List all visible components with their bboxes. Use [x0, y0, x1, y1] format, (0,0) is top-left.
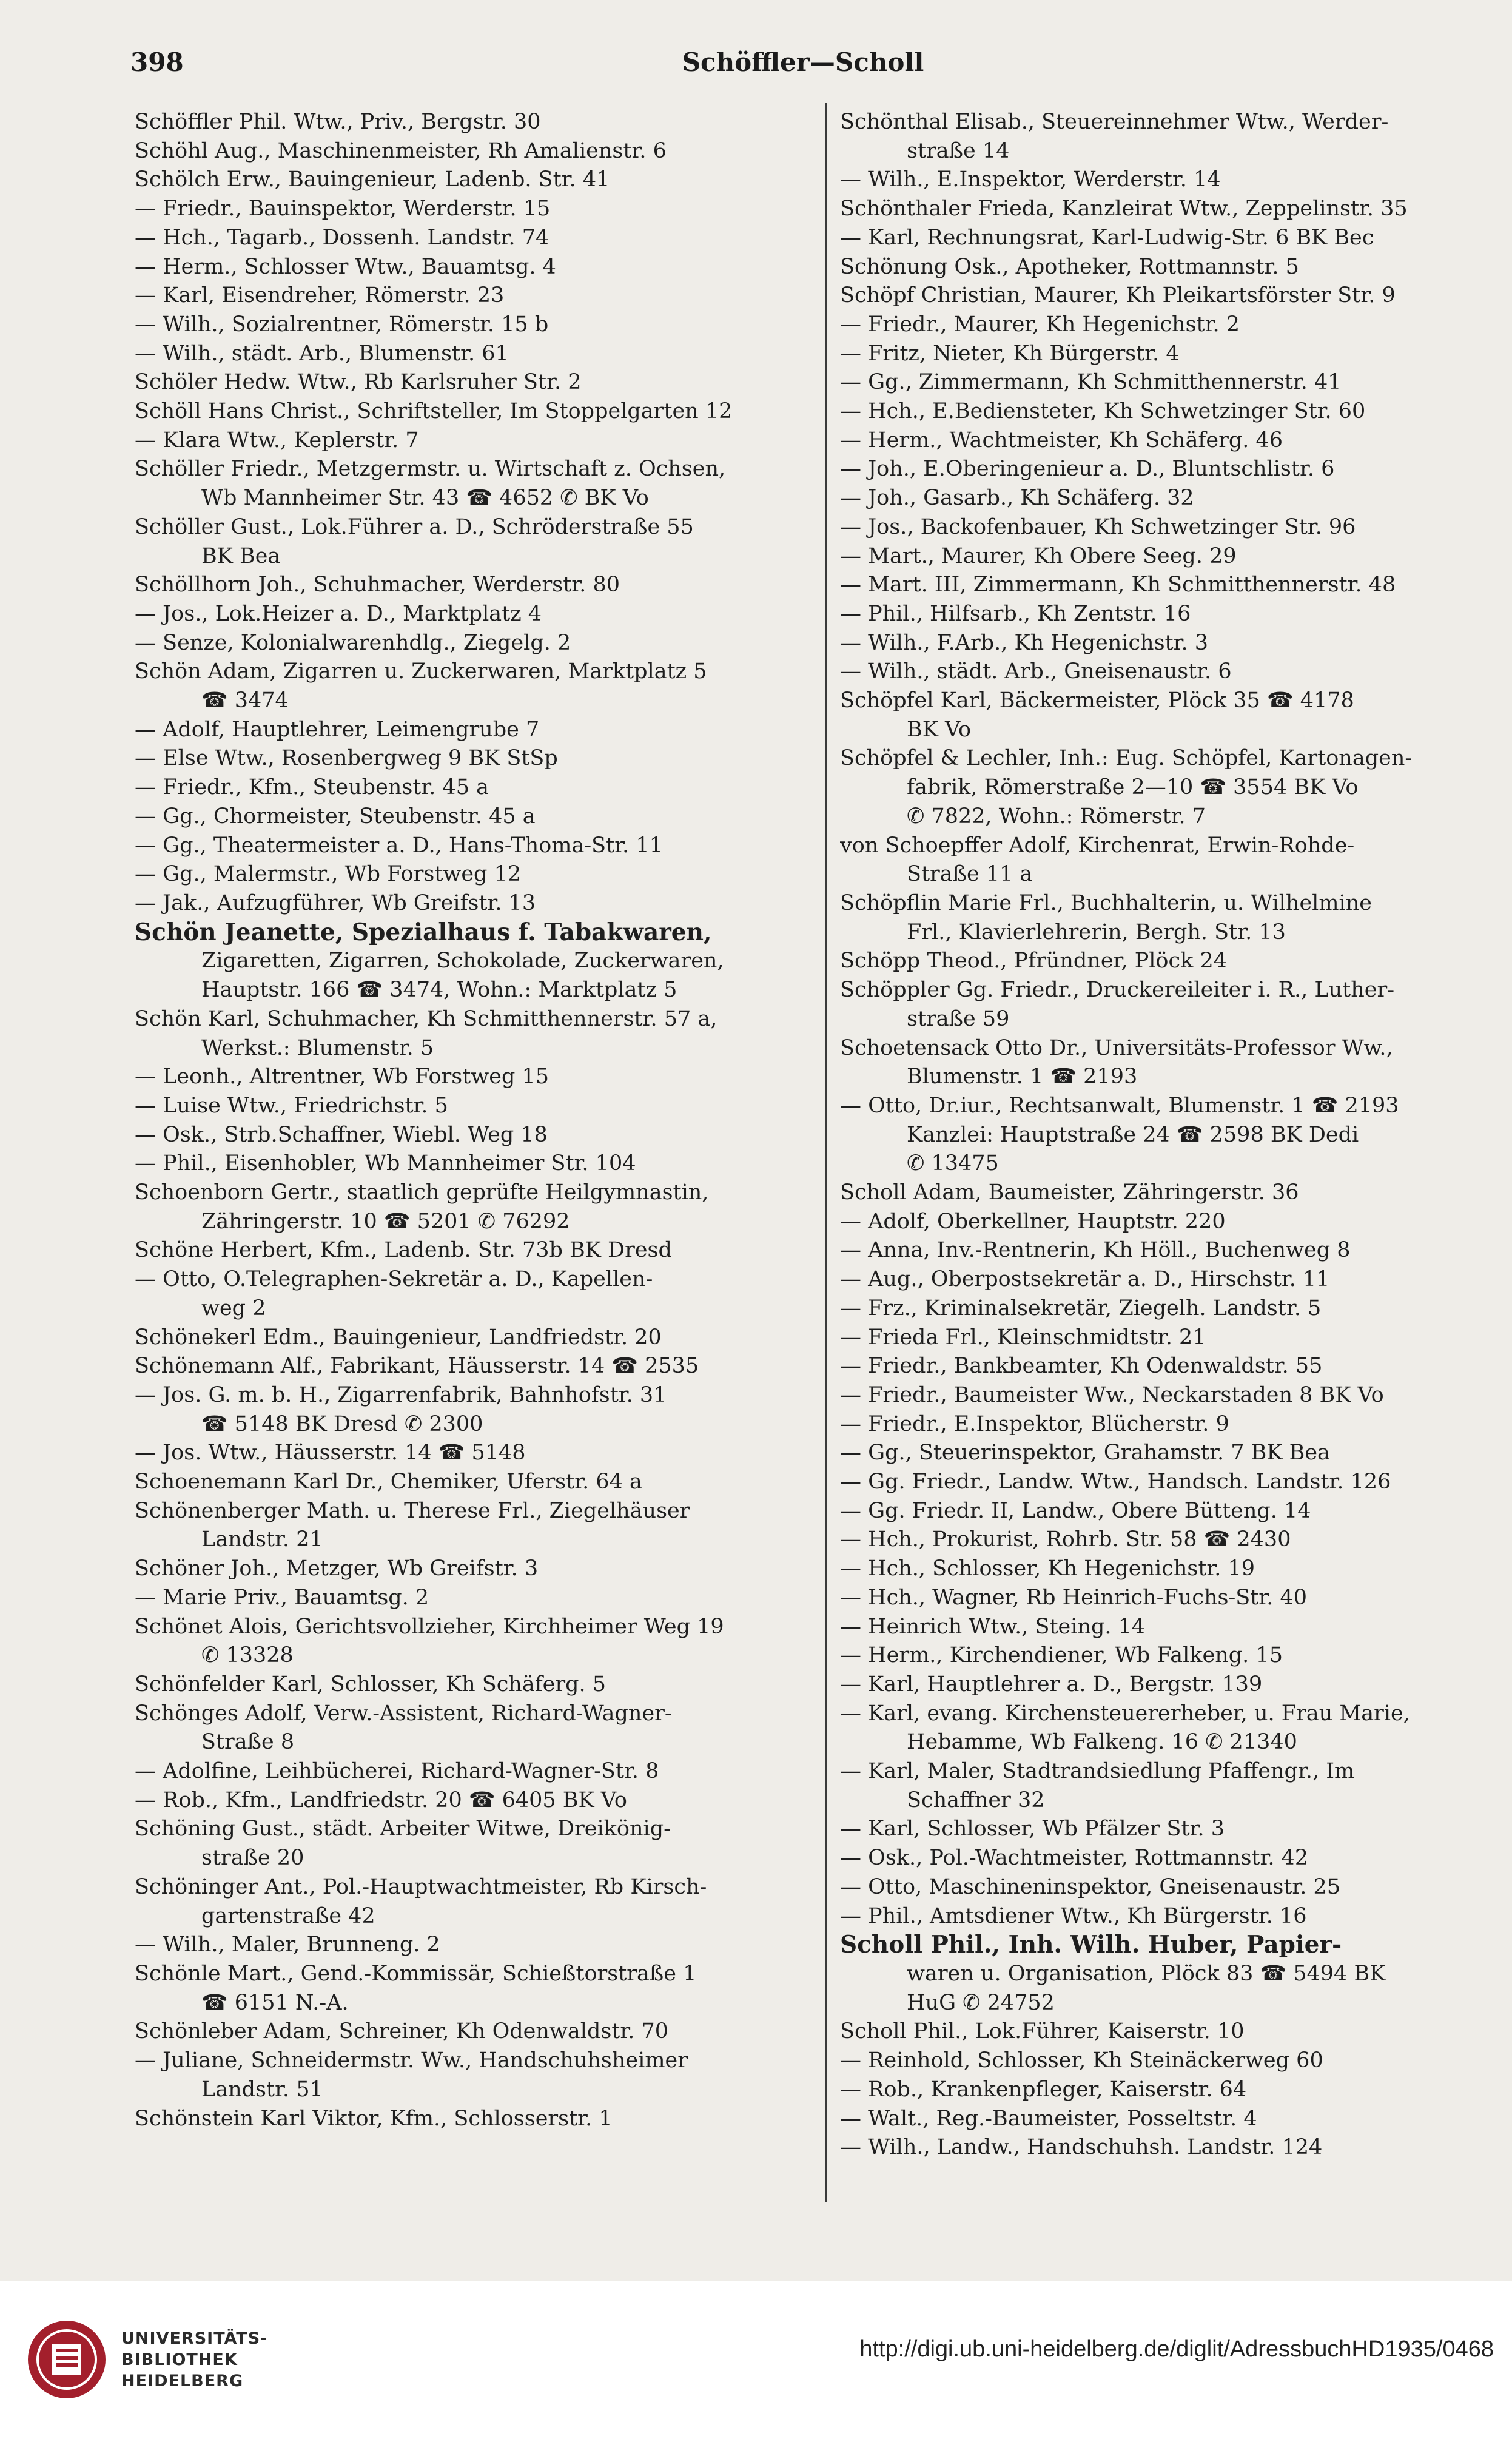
directory-entry: — Jos., Backofenbauer, Kh Schwetzinger Str. 96: [840, 514, 1356, 539]
entry-continuation-line: weg 2: [201, 1296, 266, 1320]
entry-continuation-line: Zähringerstr. 10 ☎ 5201 ✆ 76292: [201, 1209, 570, 1234]
directory-entry: — Wilh., städt. Arb., Blumenstr. 61: [135, 341, 509, 366]
directory-entry: Schöpf Christian, Maurer, Kh Pleikartsförster Str. 9: [840, 283, 1396, 308]
directory-entry: Schönfelder Karl, Schlosser, Kh Schäferg. 5: [135, 1672, 606, 1697]
directory-entry: — Frieda Frl., Kleinschmidtstr. 21: [840, 1325, 1206, 1350]
directory-entry: — Wilh., F.Arb., Kh Hegenichstr. 3: [840, 630, 1209, 655]
directory-entry: — Walt., Reg.-Baumeister, Posseltstr. 4: [840, 2106, 1257, 2131]
entry-continuation-line: ✆ 7822, Wohn.: Römerstr. 7: [907, 804, 1206, 829]
directory-entry: — Otto, Maschineninspektor, Gneisenaustr. 25: [840, 1874, 1341, 1899]
directory-entry: — Else Wtw., Rosenbergweg 9 BK StSp: [135, 746, 558, 771]
entry-continuation-line: Straße 11 a: [907, 862, 1033, 887]
directory-entry: Schöll Hans Christ., Schriftsteller, Im Stoppelgarten 12: [135, 399, 733, 424]
directory-entry: Schöpp Theod., Pfründner, Plöck 24: [840, 949, 1227, 974]
entry-continuation-line: Landstr. 51: [201, 2077, 323, 2102]
directory-entry: — Herm., Schlosser Wtw., Bauamtsg. 4: [135, 254, 556, 279]
entry-continuation-line: Straße 8: [201, 1730, 295, 1755]
directory-entry: Schöler Hedw. Wtw., Rb Karlsruher Str. 2: [135, 370, 582, 395]
directory-entry: Schön Adam, Zigarren u. Zuckerwaren, Marktplatz 5: [135, 659, 707, 684]
directory-entry: Schön Karl, Schuhmacher, Kh Schmitthennerstr. 57 a,: [135, 1006, 717, 1031]
directory-entry: — Heinrich Wtw., Steing. 14: [840, 1614, 1146, 1639]
directory-entry: — Leonh., Altrentner, Wb Forstweg 15: [135, 1065, 549, 1089]
entry-continuation-line: ☎ 3474: [201, 688, 289, 713]
entry-continuation-line: Wb Mannheimer Str. 43 ☎ 4652 ✆ BK Vo: [201, 486, 649, 511]
entry-continuation-line: BK Vo: [907, 717, 972, 742]
directory-entry: — Reinhold, Schlosser, Kh Steinäckerweg 60: [840, 2048, 1323, 2073]
directory-entry: Schönekerl Edm., Bauingenieur, Landfriedstr. 20: [135, 1325, 662, 1350]
directory-entry: — Jak., Aufzugführer, Wb Greifstr. 13: [135, 890, 536, 915]
entry-continuation-line: ☎ 5148 BK Dresd ✆ 2300: [201, 1411, 483, 1436]
directory-entry: — Jos., Lok.Heizer a. D., Marktplatz 4: [135, 601, 542, 626]
entry-continuation-line: Hauptstr. 166 ☎ 3474, Wohn.: Marktplatz 5: [201, 978, 677, 1003]
directory-entry: Schöning Gust., städt. Arbeiter Witwe, Dreikönig-: [135, 1817, 671, 1842]
entry-continuation-line: Blumenstr. 1 ☎ 2193: [907, 1065, 1138, 1089]
directory-entry: — Phil., Hilfsarb., Kh Zentstr. 16: [840, 601, 1191, 626]
directory-entry: — Frz., Kriminalsekretär, Ziegelh. Landstr. 5: [840, 1296, 1322, 1320]
directory-entry: — Juliane, Schneidermstr. Ww., Handschuhsheimer: [135, 2048, 688, 2073]
directory-entry: — Gg., Zimmermann, Kh Schmitthennerstr. 41: [840, 370, 1342, 395]
directory-entry: — Otto, O.Telegraphen-Sekretär a. D., Kapellen-: [135, 1267, 653, 1292]
directory-entry: Schöllhorn Joh., Schuhmacher, Werderstr. 80: [135, 573, 620, 597]
directory-entry: Schönges Adolf, Verw.-Assistent, Richard-Wagner-: [135, 1701, 672, 1726]
entry-continuation-line: Schaffner 32: [907, 1788, 1045, 1812]
directory-entry: — Karl, Maler, Stadtrandsiedlung Pfaffengr., Im: [840, 1759, 1355, 1784]
directory-entry: — Luise Wtw., Friedrichstr. 5: [135, 1093, 448, 1118]
directory-entry: — Anna, Inv.-Rentnerin, Kh Höll., Buchenweg 8: [840, 1238, 1351, 1263]
running-title: Schöffler—Scholl: [682, 47, 924, 77]
right-column: [840, 108, 1501, 2162]
directory-entry: — Adolf, Hauptlehrer, Leimengrube 7: [135, 717, 540, 742]
page-header: [130, 42, 1476, 91]
directory-entry: — Hch., Wagner, Rb Heinrich-Fuchs-Str. 40: [840, 1585, 1307, 1610]
directory-entry: — Mart. III, Zimmermann, Kh Schmitthennerstr. 48: [840, 573, 1396, 597]
directory-entry: — Karl, Rechnungsrat, Karl-Ludwig-Str. 6 BK Bec: [840, 225, 1374, 250]
directory-entry: — Jos. G. m. b. H., Zigarrenfabrik, Bahnhofstr. 31: [135, 1382, 667, 1407]
directory-entry: Schönung Osk., Apotheker, Rottmannstr. 5: [840, 254, 1299, 279]
directory-entry: Schöne Herbert, Kfm., Ladenb. Str. 73b BK Dresd: [135, 1238, 672, 1263]
entry-continuation-line: straße 59: [907, 1006, 1010, 1031]
directory-entry: Schöhl Aug., Maschinenmeister, Rh Amalienstr. 6: [135, 138, 667, 163]
directory-entry: — Wilh., Sozialrentner, Römerstr. 15 b: [135, 312, 549, 337]
directory-entry: — Klara Wtw., Keplerstr. 7: [135, 428, 419, 452]
directory-entry: — Jos. Wtw., Häusserstr. 14 ☎ 5148: [135, 1441, 526, 1465]
directory-entry: Scholl Phil., Lok.Führer, Kaiserstr. 10: [840, 2019, 1245, 2044]
directory-entry: — Aug., Oberpostsekretär a. D., Hirschstr. 11: [840, 1267, 1330, 1292]
directory-entry: Schoetensack Otto Dr., Universitäts-Professor Ww.,: [840, 1035, 1393, 1060]
directory-entry: — Phil., Amtsdiener Wtw., Kh Bürgerstr. 16: [840, 1903, 1307, 1928]
directory-entry: — Phil., Eisenhobler, Wb Mannheimer Str. 104: [135, 1151, 636, 1176]
directory-entry: — Friedr., Kfm., Steubenstr. 45 a: [135, 775, 489, 800]
directory-entry: Schöninger Ant., Pol.-Hauptwachtmeister, Rb Kirsch-: [135, 1874, 707, 1899]
source-url[interactable]: http://digi.ub.uni-heidelberg.de/diglit/AdressbuchHD1935/0468: [859, 2336, 1494, 2362]
directory-entry: — Hch., Tagarb., Dossenh. Landstr. 74: [135, 225, 549, 250]
directory-entry: Schöpfel & Lechler, Inh.: Eug. Schöpfel, Kartonagen-: [840, 746, 1413, 771]
directory-entry: — Hch., E.Bediensteter, Kh Schwetzinger Str. 60: [840, 399, 1366, 424]
library-name-line: HEIDELBERG: [121, 2372, 244, 2390]
directory-entry: Schönleber Adam, Schreiner, Kh Odenwaldstr. 70: [135, 2019, 669, 2044]
directory-entry: — Osk., Pol.-Wachtmeister, Rottmannstr. 42: [840, 1846, 1309, 1871]
directory-entry: — Osk., Strb.Schaffner, Wiebl. Weg 18: [135, 1122, 548, 1147]
directory-entry: — Gg., Theatermeister a. D., Hans-Thoma-Str. 11: [135, 833, 663, 858]
directory-entry: — Friedr., Bankbeamter, Kh Odenwaldstr. 55: [840, 1354, 1323, 1379]
directory-entry: Schön Jeanette, Spezialhaus f. Tabakwaren,: [135, 918, 712, 946]
directory-entry: — Herm., Kirchendiener, Wb Falkeng. 15: [840, 1643, 1283, 1668]
directory-entry: — Herm., Wachtmeister, Kh Schäferg. 46: [840, 428, 1283, 452]
directory-entry: — Senze, Kolonialwarenhdlg., Ziegelg. 2: [135, 630, 571, 655]
directory-entry: — Gg., Malermstr., Wb Forstweg 12: [135, 862, 522, 887]
entry-continuation-line: BK Bea: [201, 543, 281, 568]
directory-entry: Schöpfel Karl, Bäckermeister, Plöck 35 ☎ 4178: [840, 688, 1354, 713]
entry-continuation-line: Frl., Klavierlehrerin, Bergh. Str. 13: [907, 920, 1286, 944]
directory-entry: — Rob., Krankenpfleger, Kaiserstr. 64: [840, 2077, 1247, 2102]
directory-entry: Schoenemann Karl Dr., Chemiker, Uferstr. 64 a: [135, 1470, 642, 1495]
library-name-line: BIBLIOTHEK: [121, 2350, 238, 2369]
library-name: [121, 2328, 267, 2392]
entry-continuation-line: HuG ✆ 24752: [907, 1990, 1055, 2015]
directory-entry: Schönet Alois, Gerichtsvollzieher, Kirchheimer Weg 19: [135, 1614, 724, 1639]
directory-entry: Schöffler Phil. Wtw., Priv., Bergstr. 30: [135, 110, 541, 134]
column-divider: [825, 103, 827, 2202]
entry-continuation-line: Zigaretten, Zigarren, Schokolade, Zuckerwaren,: [201, 949, 724, 974]
directory-entry: — Friedr., Baumeister Ww., Neckarstaden 8 BK Vo: [840, 1382, 1384, 1407]
entry-continuation-line: ✆ 13328: [201, 1643, 294, 1668]
page-number: 398: [130, 47, 184, 77]
directory-entry: von Schoepffer Adolf, Kirchenrat, Erwin-Rohde-: [840, 833, 1355, 858]
directory-entry: Schönle Mart., Gend.-Kommissär, Schießtorstraße 1: [135, 1962, 697, 1986]
directory-entry: — Fritz, Nieter, Kh Bürgerstr. 4: [840, 341, 1180, 366]
directory-entry: Schöller Friedr., Metzgermstr. u. Wirtschaft z. Ochsen,: [135, 457, 726, 482]
directory-entry: Schölch Erw., Bauingenieur, Ladenb. Str. 41: [135, 167, 610, 192]
directory-entry: Schöller Gust., Lok.Führer a. D., Schröderstraße 55: [135, 514, 694, 539]
directory-entry: — Wilh., E.Inspektor, Werderstr. 14: [840, 167, 1221, 192]
left-column: [135, 108, 820, 2133]
directory-entry: — Karl, evang. Kirchensteuererheber, u. Frau Marie,: [840, 1701, 1410, 1726]
directory-entry: Schönenberger Math. u. Therese Frl., Ziegelhäuser: [135, 1498, 690, 1523]
directory-entry: — Marie Priv., Bauamtsg. 2: [135, 1585, 429, 1610]
directory-entry: — Gg. Friedr., Landw. Wtw., Handsch. Landstr. 126: [840, 1470, 1391, 1495]
directory-entry: Schönthal Elisab., Steuereinnehmer Wtw., Werder-: [840, 110, 1389, 134]
footer: [0, 2281, 1512, 2442]
university-seal-icon: [24, 2317, 109, 2402]
entry-continuation-line: Werkst.: Blumenstr. 5: [201, 1035, 434, 1060]
entry-continuation-line: straße 14: [907, 138, 1010, 163]
directory-entry: — Hch., Schlosser, Kh Hegenichstr. 19: [840, 1556, 1255, 1581]
entry-continuation-line: straße 20: [201, 1846, 304, 1871]
directory-entry: Schönstein Karl Viktor, Kfm., Schlosserstr. 1: [135, 2106, 613, 2131]
directory-entry: — Otto, Dr.iur., Rechtsanwalt, Blumenstr. 1 ☎ 2193: [840, 1093, 1399, 1118]
entry-continuation-line: fabrik, Römerstraße 2—10 ☎ 3554 BK Vo: [907, 775, 1359, 800]
directory-entry: — Wilh., städt. Arb., Gneisenaustr. 6: [840, 659, 1232, 684]
directory-entry: — Friedr., Maurer, Kh Hegenichstr. 2: [840, 312, 1240, 337]
directory-entry: — Karl, Eisendreher, Römerstr. 23: [135, 283, 505, 308]
directory-entry: — Karl, Hauptlehrer a. D., Bergstr. 139: [840, 1672, 1263, 1697]
directory-entry: — Karl, Schlosser, Wb Pfälzer Str. 3: [840, 1817, 1225, 1842]
directory-entry: — Rob., Kfm., Landfriedstr. 20 ☎ 6405 BK Vo: [135, 1788, 627, 1812]
directory-entry: — Friedr., E.Inspektor, Blücherstr. 9: [840, 1411, 1229, 1436]
directory-entry: Schönemann Alf., Fabrikant, Häusserstr. 14 ☎ 2535: [135, 1354, 699, 1379]
directory-entry: — Wilh., Maler, Brunneng. 2: [135, 1932, 440, 1957]
directory-entry: — Gg., Steuerinspektor, Grahamstr. 7 BK Bea: [840, 1441, 1330, 1465]
directory-entry: Schönthaler Frieda, Kanzleirat Wtw., Zeppelinstr. 35: [840, 197, 1408, 221]
directory-entry: — Adolf, Oberkellner, Hauptstr. 220: [840, 1209, 1226, 1234]
directory-entry: Scholl Phil., Inh. Wilh. Huber, Papier-: [840, 1931, 1342, 1959]
directory-entry: Schöppler Gg. Friedr., Druckereileiter i. R., Luther-: [840, 978, 1395, 1003]
directory-entry: — Gg. Friedr. II, Landw., Obere Bütteng. 14: [840, 1498, 1311, 1523]
directory-entry: — Joh., Gasarb., Kh Schäferg. 32: [840, 486, 1194, 511]
directory-entry: — Friedr., Bauinspektor, Werderstr. 15: [135, 197, 551, 221]
entry-continuation-line: Kanzlei: Hauptstraße 24 ☎ 2598 BK Dedi: [907, 1122, 1359, 1147]
directory-entry: — Wilh., Landw., Handschuhsh. Landstr. 124: [840, 2135, 1323, 2160]
directory-entry: — Mart., Maurer, Kh Obere Seeg. 29: [840, 543, 1237, 568]
entry-continuation-line: Hebamme, Wb Falkeng. 16 ✆ 21340: [907, 1730, 1297, 1755]
directory-entry: Schöner Joh., Metzger, Wb Greifstr. 3: [135, 1556, 539, 1581]
directory-entry: Schöpflin Marie Frl., Buchhalterin, u. Wilhelmine: [840, 890, 1372, 915]
directory-entry: Scholl Adam, Baumeister, Zähringerstr. 36: [840, 1180, 1299, 1205]
entry-continuation-line: ☎ 6151 N.-A.: [201, 1990, 349, 2015]
directory-entry: Schoenborn Gertr., staatlich geprüfte Heilgymnastin,: [135, 1180, 709, 1205]
entry-continuation-line: waren u. Organisation, Plöck 83 ☎ 5494 BK: [907, 1962, 1386, 1986]
directory-entry: — Adolfine, Leihbücherei, Richard-Wagner-Str. 8: [135, 1759, 659, 1784]
directory-entry: — Gg., Chormeister, Steubenstr. 45 a: [135, 804, 536, 829]
directory-entry: — Hch., Prokurist, Rohrb. Str. 58 ☎ 2430: [840, 1527, 1291, 1552]
directory-entry: — Joh., E.Oberingenieur a. D., Bluntschlistr. 6: [840, 457, 1335, 482]
entry-continuation-line: gartenstraße 42: [201, 1903, 375, 1928]
entry-continuation-line: Landstr. 21: [201, 1527, 323, 1552]
library-name-line: UNIVERSITÄTS-: [121, 2329, 268, 2348]
entry-continuation-line: ✆ 13475: [907, 1151, 999, 1176]
